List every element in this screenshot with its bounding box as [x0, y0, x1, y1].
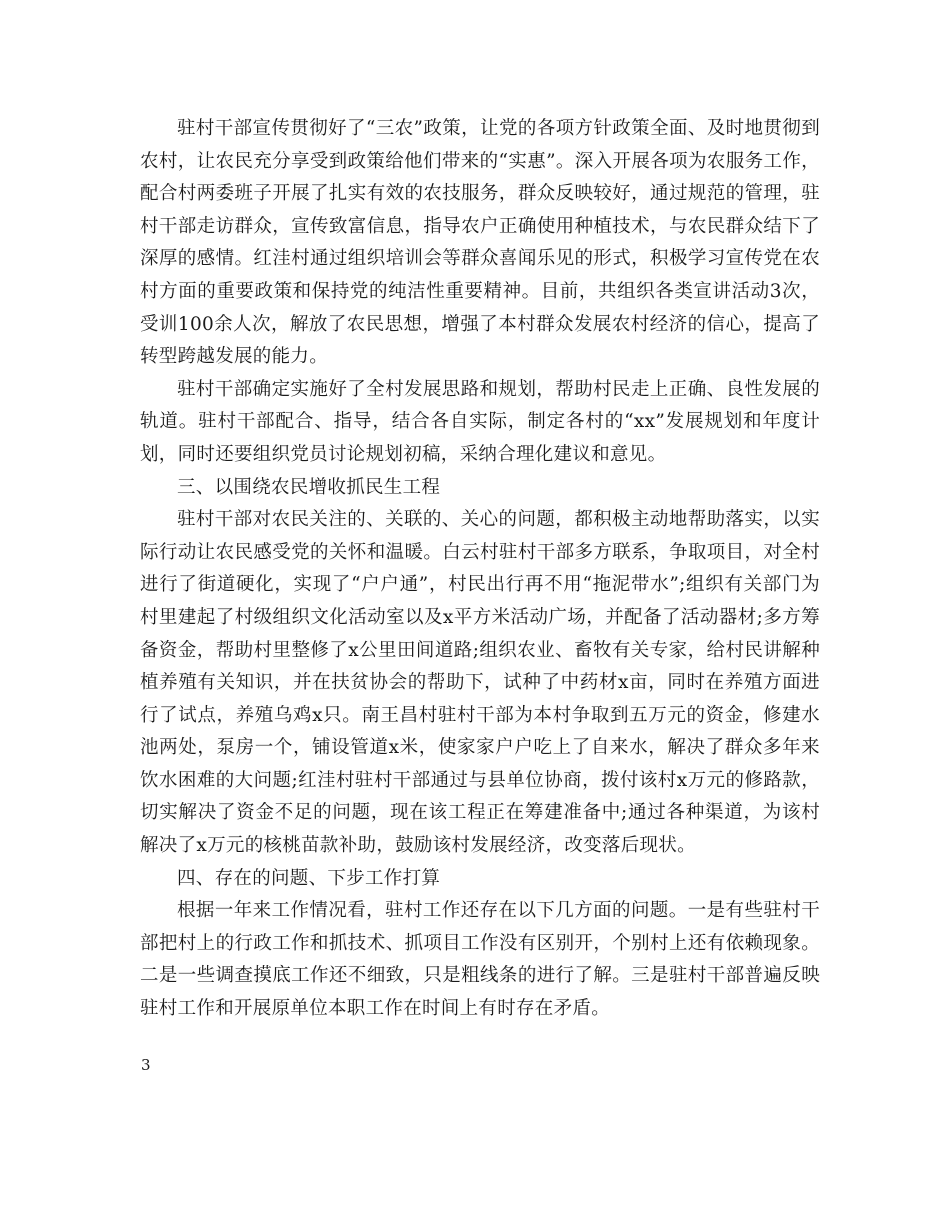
section-heading-4: 四、存在的问题、下步工作打算 — [177, 867, 441, 889]
paragraph-existing-problems: 根据一年来工作情况看，驻村工作还存在以下几方面的问题。一是有些驻村干部把村上的行政工作和抓技术、抓项目工作没有区别开，个别村上还有依赖现象。二是一些调查摸底工作还不细致，只是粗线条的进行了解。三是驻村干部普遍反映驻村工作和开展原单位本职工作在时间上有时存在矛盾。 — [140, 900, 820, 1020]
section-heading-3: 三、以围绕农民增收抓民生工程 — [177, 476, 441, 498]
paragraph-livelihood-projects: 驻村干部对农民关注的、关联的、关心的问题，都积极主动地帮助落实，以实际行动让农民感受党的关怀和温暖。白云村驻村干部多方联系，争取项目，对全村进行了街道硬化，实现了“户户通”，村民出行再不用“拖泥带水”;组织有关部门为村里建起了村级组织文化活动室以及x平方米活动广场，并配备了活动器材;多方筹备资金，帮助村里整修了x公里田间道路;组织农业、畜牧有关专家，给村民讲解种植养殖有关知识，并在扶贫协会的帮助下，试种了中药材x亩，同时在养殖方面进行了试点，养殖乌鸡x只。南王昌村驻村干部为本村争取到五万元的资金，修建水池两处，泵房一个，铺设管道x米，使家家户户吃上了自来水，解决了群众多年来饮水困难的大问题;红洼村驻村干部通过与县单位协商，拨付该村x万元的修路款，切实解决了资金不足的问题，现在该工程正在筹建准备中;通过各种渠道，为该村解决了x万元的核桃苗款补助，鼓励该村发展经济，改变落后现状。 — [140, 509, 820, 857]
document-body — [140, 113, 820, 1026]
page-number: 3 — [141, 1056, 151, 1074]
paragraph-development-plan: 驻村干部确定实施好了全村发展思路和规划，帮助村民走上正确、良性发展的轨道。驻村干部配合、指导，结合各自实际，制定各村的“xx”发展规划和年度计划，同时还要组织党员讨论规划初稿，采纳合理化建议和意见。 — [140, 378, 820, 465]
paragraph-policy-publicity: 驻村干部宣传贯彻好了“三农”政策，让党的各项方针政策全面、及时地贯彻到农村，让农民充分享受到政策给他们带来的“实惠”。深入开展各项为农服务工作，配合村两委班子开展了扎实有效的农技服务，群众反映较好，通过规范的管理，驻村干部走访群众，宣传致富信息，指导农户正确使用种植技术，与农民群众结下了深厚的感情。红洼村通过组织培训会等群众喜闻乐见的形式，积极学习宣传党在农村方面的重要政策和保持党的纯洁性重要精神。目前，共组织各类宣讲活动3次，受训100余人次，解放了农民思想，增强了本村群众发展农村经济的信心，提高了转型跨越发展的能力。 — [140, 118, 820, 368]
